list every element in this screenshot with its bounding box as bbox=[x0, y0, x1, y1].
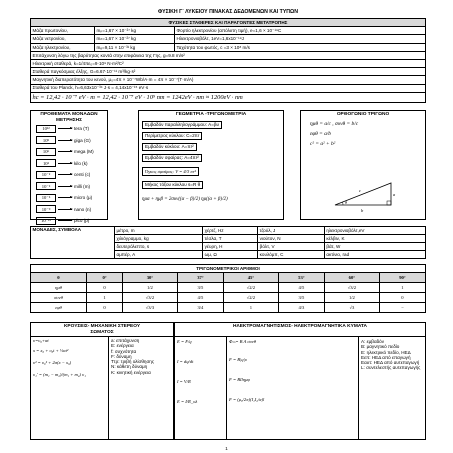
prefix-name: centi (c) bbox=[74, 172, 91, 178]
unit-cell: γέυρη, H bbox=[203, 243, 258, 251]
trig-cell: 30° bbox=[123, 273, 178, 283]
collisions-legend bbox=[109, 337, 173, 439]
trig-cell: 90° bbox=[379, 273, 425, 283]
em-formula: E = I/R_ολ bbox=[177, 399, 198, 404]
pythagoras-formula: c² = a² + b² bbox=[310, 140, 336, 147]
constant-value: mₚ=1,67 × 10⁻²⁷ kg bbox=[95, 27, 175, 35]
em-formulas-a bbox=[175, 337, 227, 439]
trig-cell: 37° bbox=[177, 273, 223, 283]
constant-row: Σταθερά του Planck, h=6,63x10⁻³⁴ J·s = 4,14x10⁻¹⁵ eV·s bbox=[31, 84, 426, 92]
geometry-title: ΓΕΩΜΕΤΡΙΑ -ΤΡΙΓΩΝΟΜΕΤΡΙΑ bbox=[175, 112, 247, 117]
tan-formula: εφθ = a/b bbox=[310, 130, 331, 137]
prefix-name: nano (n) bbox=[74, 206, 92, 212]
table-row bbox=[31, 27, 426, 35]
geometry-line bbox=[142, 131, 280, 142]
arrow-right-icon bbox=[58, 163, 72, 164]
prefix-row bbox=[31, 169, 107, 181]
kinematics-formula: x = x₀ + υ₀t + ½at² bbox=[33, 348, 69, 354]
arrow-right-icon bbox=[58, 151, 72, 152]
trig-cell: 4/3 bbox=[278, 303, 324, 313]
table-row bbox=[31, 293, 426, 303]
geometry-line bbox=[142, 142, 280, 153]
circle-perimeter: Περίμετρος κύκλου: C=2πr bbox=[142, 132, 202, 140]
prefix-name: giga (G) bbox=[74, 137, 91, 143]
geometry-box bbox=[138, 110, 284, 220]
trig-row-label: εφθ bbox=[31, 303, 87, 313]
trig-cell: 4/5 bbox=[177, 293, 223, 303]
legend-item: F: δύναμη bbox=[111, 353, 132, 359]
sum-formula: ημα + ημβ = 2συν((α − β)/2) ημ((α + β)/2) bbox=[142, 196, 228, 202]
arrow-right-icon bbox=[58, 128, 72, 129]
prefix-exponent: 10⁻² bbox=[36, 171, 56, 179]
prefixes-box bbox=[30, 110, 108, 224]
label-c: c bbox=[359, 188, 361, 193]
kinematics-formula: υ² = υ₀² + 2α(x − x₀) bbox=[33, 360, 72, 366]
legend-item: Eεπ: ΗΕΔ από επαγωγή bbox=[361, 354, 411, 360]
trig-cell: 0 bbox=[87, 283, 123, 293]
hc-formula: hc = 12,42 · 10⁻⁷ eV · m = 12,42 · 10⁻⁷ eV · 10⁹ nm = 1242eV · nm ≈ 1200eV · nm bbox=[31, 92, 426, 102]
sphere-volume: Όγκος σφαίρας: V = 4/3 πr³ bbox=[142, 167, 199, 175]
trig-cell: 53° bbox=[278, 273, 324, 283]
trig-cell: 1/2 bbox=[324, 293, 379, 303]
units-table bbox=[30, 226, 426, 259]
page-title: ΦΥΣΙΚΗ Γ΄ ΛΥΚΕΙΟΥ ΠΙΝΑΚΑΣ ΔΕΔΟΜΕΝΩΝ ΚΑΙ ΤΥΠΩΝ bbox=[158, 9, 298, 15]
unit-cell: κέλβιν, K bbox=[324, 235, 425, 243]
arrow-right-icon bbox=[58, 220, 72, 221]
label-b: b bbox=[361, 208, 364, 213]
trig-cell: − bbox=[379, 303, 425, 313]
unit-cell: τέσλα, T bbox=[203, 235, 258, 243]
trig-cell: 4/5 bbox=[278, 283, 324, 293]
trig-cell: 0° bbox=[87, 273, 123, 283]
trig-row-label: ημθ bbox=[31, 283, 87, 293]
constant-row: Μαγνητική διαπερατότητα του κενού, μ₀=4π × 10⁻⁷Wb/A·m = 4π × 10⁻⁷(T·m/A) bbox=[31, 76, 426, 84]
prefixes-title-line: ΜΕΤΡΗΣΗΣ bbox=[55, 117, 82, 123]
prefix-row bbox=[31, 181, 107, 193]
units-label: ΜΟΝΑΔΕΣ, ΣΥΜΒΟΛΑ bbox=[31, 227, 115, 259]
trig-cell: √3/2 bbox=[324, 283, 379, 293]
constant-value: mₑ=9,11 × 10⁻³¹ kg bbox=[95, 43, 175, 51]
triangle-diagram bbox=[329, 179, 399, 215]
trig-cell: √3/2 bbox=[123, 293, 178, 303]
unit-cell: βάτ, W bbox=[324, 243, 425, 251]
constant-row: Επιτάχυνση λόγω της βαρύτητας κοντά στην επιφάνεια της Γης, g=9.8 m/s² bbox=[31, 51, 426, 59]
label-theta: θ bbox=[345, 200, 347, 205]
table-row bbox=[31, 51, 426, 59]
geometry-line bbox=[142, 164, 280, 180]
trig-table bbox=[30, 264, 426, 313]
right-angle-mark bbox=[387, 201, 391, 205]
geometry-line bbox=[142, 153, 280, 164]
arrow-right-icon bbox=[58, 140, 72, 141]
trig-cell: √2/2 bbox=[223, 293, 278, 303]
legend-item: A: εμβαδόν bbox=[361, 339, 385, 344]
arc-length: Μήκος τόξου κύκλου s=R θ bbox=[142, 181, 203, 189]
table-row bbox=[31, 92, 426, 102]
legend-item: K: κινητική ενέργεια bbox=[111, 369, 151, 375]
unit-cell: δευτερόλεπτο, s bbox=[115, 243, 203, 251]
trig-cell: 3/4 bbox=[177, 303, 223, 313]
unit-cell: κουλόμπ, C bbox=[258, 251, 325, 259]
legend-item: E: ηλεκτρικό πεδίο, ΗΕΔ bbox=[361, 349, 411, 355]
constant-label: Μάζα ηλεκτρονίου, bbox=[31, 43, 95, 51]
unit-cell: ηλεκτρονιοβόλτ,eV bbox=[324, 227, 425, 235]
trig-cell: 3/5 bbox=[278, 293, 324, 303]
trig-title: ΤΡΙΓΩΝΟΜΕΤΡΙΚΟΙ ΑΡΙΘΜΟΙ bbox=[31, 265, 426, 273]
prefix-exponent: 10³ bbox=[36, 159, 56, 167]
unit-cell: τζούλ, J bbox=[258, 227, 325, 235]
legend-item: N: κάθετη δύναμη bbox=[111, 364, 148, 370]
constant-value: mₙ=1,67 × 10⁻²⁷ kg bbox=[95, 35, 175, 43]
prefix-name: pico (p) bbox=[74, 218, 90, 224]
legend-item: Eαυτ: ΗΕΔ από αυτεπαγωγή bbox=[361, 360, 420, 366]
legend-item: B: μαγνητικό πεδίο bbox=[361, 344, 400, 350]
geometry-line bbox=[142, 120, 280, 131]
prefix-name: tera (T) bbox=[74, 126, 90, 132]
prefix-exponent: 10⁻⁹ bbox=[36, 205, 56, 213]
trig-cell: √3 bbox=[324, 303, 379, 313]
prefix-row bbox=[31, 135, 107, 147]
trig-cell: √3/3 bbox=[123, 303, 178, 313]
trig-cell: √2/2 bbox=[223, 283, 278, 293]
trig-row-label: συνθ bbox=[31, 293, 87, 303]
table-row bbox=[31, 273, 426, 283]
em-box bbox=[174, 322, 426, 440]
arrow-right-icon bbox=[58, 209, 72, 210]
collisions-box bbox=[30, 322, 174, 440]
legend-item: L: συντελεστής αυτεπαγωγής bbox=[361, 365, 421, 371]
table-row bbox=[31, 76, 426, 84]
trig-row-label: θ bbox=[31, 273, 87, 283]
prefix-name: mega (M) bbox=[74, 149, 94, 155]
trig-cell: 1 bbox=[379, 283, 425, 293]
trig-cell: 1 bbox=[87, 293, 123, 303]
em-formula: F = (μ₀/2π)(I₁I₂/α)l bbox=[229, 397, 265, 402]
collisions-title-line: ΣΩΜΑΤΟΣ bbox=[90, 329, 114, 335]
table-row bbox=[31, 35, 426, 43]
trig-cell: 45° bbox=[223, 273, 278, 283]
kinematics-formula: υ=υ₀+αt bbox=[33, 338, 49, 344]
table-row bbox=[31, 43, 426, 51]
collisions-title-line: ΚΡΟΥΣΕΙΣ- ΜΗΧΑΝΙΚΗ ΣΤΕΡΕΟΥ bbox=[63, 324, 141, 329]
em-formula: E = F/q bbox=[177, 339, 192, 344]
constants-header: ΦΥΣΙΚΕΣ ΣΤΑΘΕΡΕΣ ΚΑΙ ΠΑΡΑΓΟΝΤΕΣ ΜΕΤΑΤΡΟΠΗΣ bbox=[31, 19, 426, 27]
constant-value: Ηλεκτρονιοβόλτ, 1eV=1,6x10⁻¹⁹J bbox=[175, 35, 426, 43]
collision-formula: υ₁′ = (m₁ − m₂)/(m₁ + m₂) υ₁ bbox=[33, 372, 86, 378]
unit-cell: μέτρο, m bbox=[115, 227, 203, 235]
constant-row: Ηλεκτρική σταθερά, k=1/4πε₀=9·10⁹ N·m²/C² bbox=[31, 59, 426, 67]
constant-value: Φορτίο ηλεκτρονίου (απόλυτη τιμή), e=1,6 × 10⁻¹⁹C bbox=[175, 27, 426, 35]
constant-row: Σταθερά παγκόσμιας έλξης, G=6.67·10⁻¹¹ m³/kg·s² bbox=[31, 68, 426, 76]
collisions-formulas bbox=[31, 337, 109, 439]
em-formula: F = BIlημφ bbox=[229, 377, 250, 382]
constants-table bbox=[30, 18, 426, 103]
page-number: 1 bbox=[225, 446, 228, 451]
prefixes-title bbox=[31, 112, 107, 123]
prefix-name: micro (μ) bbox=[74, 195, 93, 201]
unit-cell: νιούτον, N bbox=[258, 235, 325, 243]
trig-cell: 1/2 bbox=[123, 283, 178, 293]
table-row bbox=[31, 227, 426, 235]
legend-item: a: επιτάχυνση bbox=[111, 338, 140, 344]
parallelogram-area: Εμβαδόν παραλληλογράμμου: A=βυ bbox=[142, 121, 222, 129]
prefix-row bbox=[31, 215, 107, 227]
arrow-right-icon bbox=[58, 197, 72, 198]
em-formula: Φₘ= B A συνθ bbox=[229, 339, 257, 344]
prefix-exponent: 10⁶ bbox=[36, 148, 56, 156]
table-row bbox=[31, 303, 426, 313]
prefix-row bbox=[31, 204, 107, 216]
sphere-area: Εμβαδόν σφαίρας: A=4πr² bbox=[142, 154, 202, 162]
constant-label: Μάζα πρωτονίου, bbox=[31, 27, 95, 35]
right-triangle-title: ΟΡΘΟΓΩΝΙΟ ΤΡΙΓΩΝΟ bbox=[336, 112, 390, 117]
em-formulas-b bbox=[227, 337, 359, 439]
em-formula: I = dq/dt bbox=[177, 359, 194, 364]
arrow-right-icon bbox=[58, 186, 72, 187]
unit-cell: αμπέρ, A bbox=[115, 251, 203, 259]
prefix-name: milli (m) bbox=[74, 183, 91, 189]
arrow-right-icon bbox=[58, 174, 72, 175]
legend-item: f: συχνότητα bbox=[111, 348, 137, 354]
unit-cell: ακτίνιο, rad bbox=[324, 251, 425, 259]
trig-cell: 0 bbox=[87, 303, 123, 313]
trig-cell: 60° bbox=[324, 273, 379, 283]
em-formula: I = V/R bbox=[177, 379, 191, 384]
em-legend bbox=[359, 337, 425, 439]
table-row bbox=[31, 283, 426, 293]
prefix-exponent: 10⁹ bbox=[36, 136, 56, 144]
trig-cell: 1 bbox=[223, 303, 278, 313]
label-a: a bbox=[393, 192, 396, 197]
sin-cos-formula: ημθ = a/c , συνθ = b/c bbox=[310, 120, 359, 127]
collisions-title bbox=[31, 323, 173, 337]
table-row bbox=[31, 84, 426, 92]
circle-area: Εμβαδόν κύκλου: A=πr² bbox=[142, 143, 197, 151]
formula-sheet-page bbox=[30, 10, 426, 103]
trig-cell: 0 bbox=[379, 293, 425, 303]
unit-cell: βόλτ, V bbox=[258, 243, 325, 251]
prefix-exponent: 10¹² bbox=[36, 125, 56, 133]
geometry-line bbox=[142, 180, 280, 191]
trig-cell: 3/5 bbox=[177, 283, 223, 293]
angle-arc bbox=[343, 202, 344, 205]
prefix-exponent: 10⁻¹² bbox=[36, 217, 56, 225]
right-triangle-box bbox=[300, 110, 426, 220]
unit-cell: ωμ, Ω bbox=[203, 251, 258, 259]
prefix-row bbox=[31, 192, 107, 204]
em-title: ΗΛΕΚΤΡΟΜΑΓΝΗΤΙΣΜΟΣ- ΗΛΕΚΤΡΟΜΑΓΝΗΤΙΚΑ ΚΥΜΑΤΑ bbox=[175, 323, 425, 337]
prefix-row bbox=[31, 146, 107, 158]
unit-cell: χέρτζ, Hz bbox=[203, 227, 258, 235]
unit-cell: χιλιόγραμμο, kg bbox=[115, 235, 203, 243]
constant-value: Ταχύτητα του φωτός, c =3 × 10⁸ m/s bbox=[175, 43, 426, 51]
triangle-shape bbox=[335, 183, 391, 205]
prefix-exponent: 10⁻⁶ bbox=[36, 194, 56, 202]
table-row bbox=[31, 68, 426, 76]
prefix-exponent: 10⁻³ bbox=[36, 182, 56, 190]
prefix-list bbox=[31, 123, 107, 227]
prefix-row bbox=[31, 123, 107, 135]
legend-item: Tτρ: τριβή ολίσθησης bbox=[111, 359, 155, 365]
prefix-name: kilo (k) bbox=[74, 160, 88, 166]
prefix-row bbox=[31, 158, 107, 170]
constant-label: Μάζα νετρονίου, bbox=[31, 35, 95, 43]
table-row bbox=[31, 59, 426, 67]
em-formula: F = B|q|υ bbox=[229, 357, 247, 362]
prefixes-title-line: ΠΡΟΘΕΜΑΤΑ ΜΟΝΑΔΩΝ bbox=[40, 112, 98, 117]
legend-item: E: ενέργεια bbox=[111, 343, 134, 349]
